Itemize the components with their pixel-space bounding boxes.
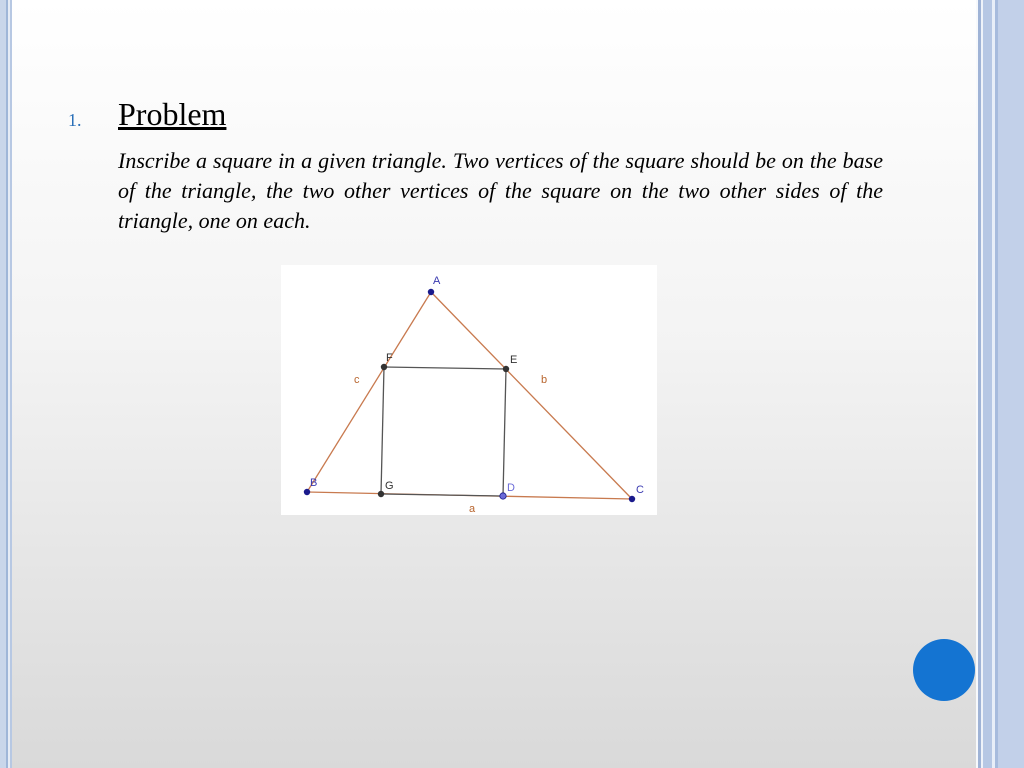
side-c (307, 292, 431, 492)
label-side-b: b (541, 374, 548, 386)
label-c: C (636, 484, 644, 496)
right-border-decoration (976, 0, 1024, 768)
point-g (378, 491, 384, 497)
point-d (500, 493, 506, 499)
point-b (304, 489, 310, 495)
label-a: A (433, 275, 441, 287)
label-g: G (385, 480, 394, 492)
triangle-square-figure (281, 265, 657, 515)
navigation-circle-button[interactable] (913, 639, 975, 701)
point-f (381, 364, 387, 370)
label-d: D (507, 482, 515, 494)
point-a (428, 289, 434, 295)
label-side-a: a (469, 503, 476, 515)
square-top (384, 367, 506, 369)
left-border-decoration (0, 0, 12, 768)
label-b: B (310, 477, 318, 489)
label-side-c: c (354, 374, 360, 386)
label-f: F (386, 352, 393, 364)
problem-statement: Inscribe a square in a given triangle. Two vertices of the square should be on the base of the triangle, the two other vertices of the square on the two other sides of the triangle, one on each. (118, 148, 883, 233)
square-right (503, 369, 506, 496)
square-left (381, 367, 384, 494)
list-number: 1. (68, 110, 82, 130)
point-e (503, 366, 509, 372)
side-b (431, 292, 632, 499)
label-e: E (510, 354, 518, 366)
geometry-diagram (281, 265, 657, 515)
point-c (629, 496, 635, 502)
problem-title: Problem (118, 96, 227, 132)
